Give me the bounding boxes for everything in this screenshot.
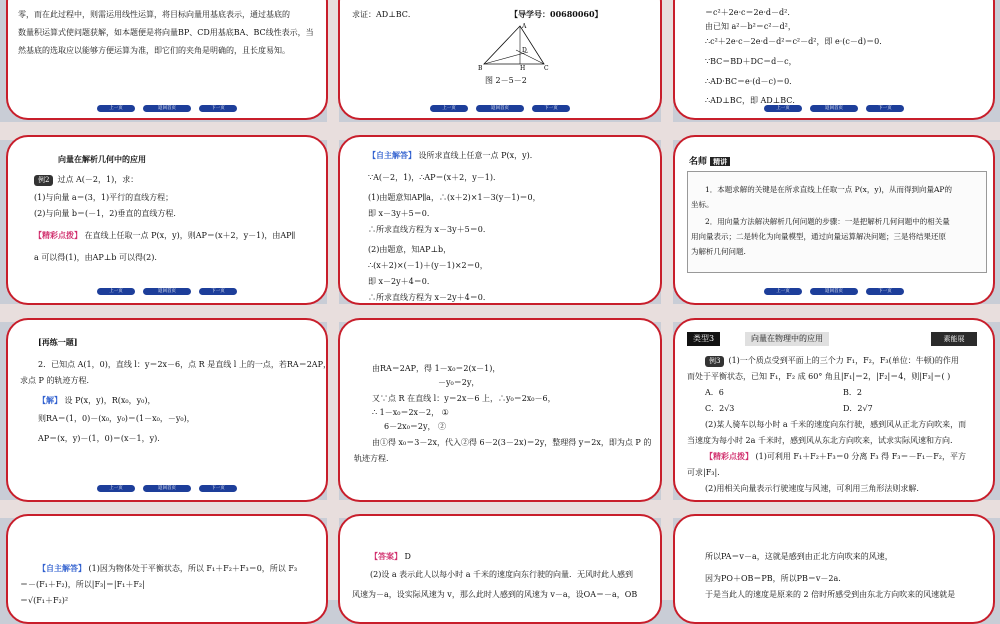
text-line: 由①得 x₀＝3－2x，代入②得 6－2(3－2x)＝2y，整理得 y＝2x，即为点 P 的: [372, 438, 652, 447]
solution-line: ＝－(F₁＋F₂)，所以|F₃|＝|F₁＋F₂|: [20, 580, 145, 589]
answer-line: [370, 550, 411, 563]
question-text: 当速度为每小时 2a 千米时，感到风从东北方向吹来，试求实际风速和方向.: [687, 436, 953, 445]
prev-page-button[interactable]: 上一页: [97, 485, 135, 492]
question-line: 求点 P 的轨迹方程．: [20, 376, 95, 385]
hint-label: 【精彩点拨】: [705, 451, 753, 461]
slide-10: [6, 514, 328, 624]
summary-point-2: 2．用向量方法解决解析几何问题的步骤：一是把解析几何问题中的相关量: [705, 217, 950, 226]
summary-point-1: 1．本题求解的关键是在所求直线上任取一点 P(x，y)，从而得到向量AP的: [705, 185, 952, 194]
text-line: 所以PA＝v－a，这就是感到由正北方向吹来的风速，: [705, 552, 893, 561]
text-line: 于是当此人的速度是原来的 2 倍时所感受到由东北方向吹来的风速就是: [705, 590, 956, 599]
figure-caption: 图 2－5－2: [485, 76, 527, 85]
home-button[interactable]: 返回首页: [476, 105, 524, 112]
solution-line: [38, 394, 155, 407]
label-d: D: [522, 47, 527, 54]
prev-page-button[interactable]: 上一页: [764, 105, 802, 112]
solution-text: (1)因为物体处于平衡状态，所以 F₁＋F₂＋F₃＝0，所以 F₃: [88, 564, 298, 573]
hint-text-2: a 可以得(1)，由AP⊥b 可以得(2).: [34, 253, 157, 262]
home-button[interactable]: 返回首页: [143, 105, 191, 112]
teacher-title: 名师: [689, 157, 708, 167]
equation-line: 由RA＝2AP，得 1－x₀＝2(x－1)，: [372, 364, 501, 373]
seal-badge: 素能展: [931, 332, 977, 346]
slide-nav: [764, 288, 904, 295]
example-badge: 例2: [34, 175, 53, 186]
slide-7: [6, 318, 331, 502]
home-button[interactable]: 返回首页: [810, 288, 858, 295]
slide-8: [338, 318, 662, 502]
prev-page-button[interactable]: 上一页: [430, 105, 468, 112]
slide-nav: [97, 105, 237, 112]
hint: [34, 229, 295, 242]
slide-nav: [97, 485, 237, 492]
solution-line: AP＝(x，y)－(1，0)＝(x－1，y).: [38, 434, 160, 443]
slide-4: [6, 135, 328, 305]
option-d: D．2√7: [843, 404, 873, 413]
home-button[interactable]: 返回首页: [143, 485, 191, 492]
text-line: ∴所求直线方程为 x－3y＋5＝0．: [368, 225, 491, 234]
section-heading: 向量在解析几何中的应用: [58, 154, 146, 164]
question-part-1: (1)与向量 a＝(3，1)平行的直线方程；: [34, 193, 174, 202]
question-text: 而处于平衡状态，已知 F₁，F₂ 成 60° 角且|F₁|＝2，|F₂|＝4，则|F₃|＝( ): [687, 372, 951, 381]
text-line: 零，而在此过程中，则需运用线性运算，将目标向量用基底表示，通过基底的: [18, 10, 290, 19]
teacher-tag: 精讲: [710, 157, 730, 166]
slide-6: [673, 135, 995, 305]
slide-11: [338, 514, 662, 624]
equation-line: －y₀＝2y，: [438, 378, 480, 387]
hint: [705, 450, 966, 463]
solution-line: 则RA＝(1，0)－(x₀，y₀)＝(1－x₀，－y₀)，: [38, 414, 195, 423]
equation-line: 6－2x₀＝2y， ②: [384, 422, 447, 431]
hint-text: 在直线上任取一点 P(x，y)，则AP＝(x＋2，y－1)，由AP∥: [84, 231, 296, 240]
label-h: H: [520, 65, 526, 72]
slide-5: [338, 135, 662, 305]
type-tag: 类型3: [687, 332, 720, 346]
solution-label: 【自主解答】: [368, 150, 416, 160]
text-line: 风速为－a，设实际风速为 v，那么此时人感到的风速为 v－a，设OA＝－a，OB: [352, 590, 638, 599]
solution-line: [38, 562, 297, 575]
prev-page-button[interactable]: 上一页: [97, 105, 135, 112]
type-label: 向量在物理中的应用: [745, 332, 829, 346]
example-question: [705, 354, 959, 367]
practice-heading: [再练一题]: [38, 337, 78, 347]
example-question: [34, 173, 138, 186]
option-a: A．6: [705, 388, 724, 397]
solution-text: 设 P(x，y)，R(x₀，y₀)，: [64, 396, 156, 405]
next-page-button[interactable]: 下一页: [199, 485, 237, 492]
text-line: (1)由题意知AP∥a，∴(x＋2)×1－3(y－1)＝0，: [368, 193, 541, 202]
question-text: (2)某人骑车以每小时 a 千米的速度向东行驶，感到风从正北方向吹来，而: [705, 420, 967, 429]
answer-value: D: [404, 552, 411, 561]
next-page-button[interactable]: 下一页: [532, 105, 570, 112]
text-line: 数量积运算式使问题获解，如本题便是将向量BP、CD用基底BA、BC线性表示，当: [18, 28, 314, 37]
triangle-figure: [480, 22, 550, 72]
solution-line: ＝√(F₁＋F₂)²: [20, 596, 69, 605]
question-text: (1)一个质点受到平面上的三个力 F₁，F₂，F₃(单位：牛顿)的作用: [728, 356, 959, 365]
home-button[interactable]: 返回首页: [810, 105, 858, 112]
next-page-button[interactable]: 下一页: [199, 288, 237, 295]
text-line: (2)设 a 表示此人以每小时 a 千米的速度向东行驶的向量．无风时此人感到: [370, 570, 634, 579]
slide-9: [673, 318, 995, 502]
separator: [661, 0, 673, 600]
text-line: ∵A(－2，1)，∴AP＝(x＋2，y－1)．: [368, 173, 501, 182]
famous-teacher-title: [689, 155, 730, 169]
text-line: ∴AD⊥BC，即 AD⊥BC．: [705, 96, 801, 105]
text-line: 又∵点 R 在直线 l：y＝2x－6 上，∴y₀＝2x₀－6，: [372, 394, 556, 403]
slide-nav: [764, 105, 904, 112]
text-line: ＝c²＋2e·c＝2e·d－d²．: [705, 8, 796, 17]
text-line: (2)由题意，知AP⊥b，: [368, 245, 452, 254]
slide-2: [338, 0, 662, 120]
text-line: 然基底的选取应以能够方便运算为准，即它们的夹角是明确的，且长度易知。: [18, 46, 290, 55]
slide-nav: [430, 105, 570, 112]
question-text: 过点 A(－2，1)，求：: [57, 175, 139, 184]
guide-number: 【导学号：00680060】: [510, 9, 603, 19]
prev-page-button[interactable]: 上一页: [764, 288, 802, 295]
question-part-2: (2)与向量 b＝(－1，2)垂直的直线方程．: [34, 209, 182, 218]
summary-point-2b: 用向量表示；二是转化为向量模型，通过向量运算解决问题；三是将结果还原: [691, 232, 946, 241]
slide-nav: [97, 288, 237, 295]
label-b: B: [478, 65, 483, 72]
solution-label: 【解】: [38, 395, 62, 405]
label-a: A: [522, 23, 527, 30]
text-line: ∴(x＋2)×(－1)＋(y－1)×2＝0，: [368, 261, 488, 270]
summary-point-2c: 为解析几何问题.: [691, 247, 746, 256]
solution-text: 设所求直线上任意一点 P(x，y)．: [418, 151, 538, 160]
next-page-button[interactable]: 下一页: [199, 105, 237, 112]
solution-intro: [368, 149, 538, 162]
text-line: 因为PO＋OB＝PB，所以PB＝v－2a.: [705, 574, 841, 583]
text-line: 即 x－3y＋5＝0．: [368, 209, 435, 218]
text-line: ∴c²＋2e·c－2e·d－d²＝c²－d²，即 e·(c－d)＝0．: [705, 37, 888, 46]
question-line: 2．已知点 A(1，0)，直线 l：y＝2x－6，点 R 是直线 l 上的一点，若RA＝2AP，: [38, 360, 331, 369]
prove-statement: 求证：AD⊥BC．: [352, 10, 416, 19]
option-c: C．2√3: [705, 404, 735, 413]
example-badge: 例3: [705, 356, 724, 367]
slide-3: [673, 0, 995, 120]
prev-page-button[interactable]: 上一页: [97, 288, 135, 295]
hint-label: 【精彩点拨】: [34, 230, 82, 240]
text-line: ∵BC＝BD＋DC＝d－c，: [705, 57, 797, 66]
hint-text: (1)可利用 F₁＋F₂＋F₃＝0 分离 F₃ 得 F₃＝－F₁－F₂，平方: [755, 452, 966, 461]
next-page-button[interactable]: 下一页: [866, 288, 904, 295]
equation-line: ∴ 1－x₀＝2x－2， ①: [372, 408, 449, 417]
text-line: ∴AD·BC＝e·(d－c)＝0．: [705, 77, 798, 86]
summary-point-1b: 坐标。: [691, 200, 714, 209]
slide-1: [6, 0, 328, 120]
slide-12: [673, 514, 995, 624]
hint-text-3: (2)用相关向量表示行驶速度与风速，可利用三角形法则求解.: [705, 484, 919, 493]
solution-label: 【自主解答】: [38, 563, 86, 573]
hint-text-2: 可求|F₃|.: [687, 468, 720, 477]
label-c: C: [544, 65, 549, 72]
text-line: 轨迹方程.: [354, 454, 389, 463]
text-line: 即 x－2y＋4＝0．: [368, 277, 435, 286]
text-line: ∴所求直线方程为 x－2y＋4＝0．: [368, 293, 491, 302]
answer-label: 【答案】: [370, 551, 402, 561]
next-page-button[interactable]: 下一页: [866, 105, 904, 112]
home-button[interactable]: 返回首页: [143, 288, 191, 295]
text-line: 由已知 a²－b²＝c²－d²，: [705, 22, 796, 31]
option-b: B．2: [843, 388, 862, 397]
